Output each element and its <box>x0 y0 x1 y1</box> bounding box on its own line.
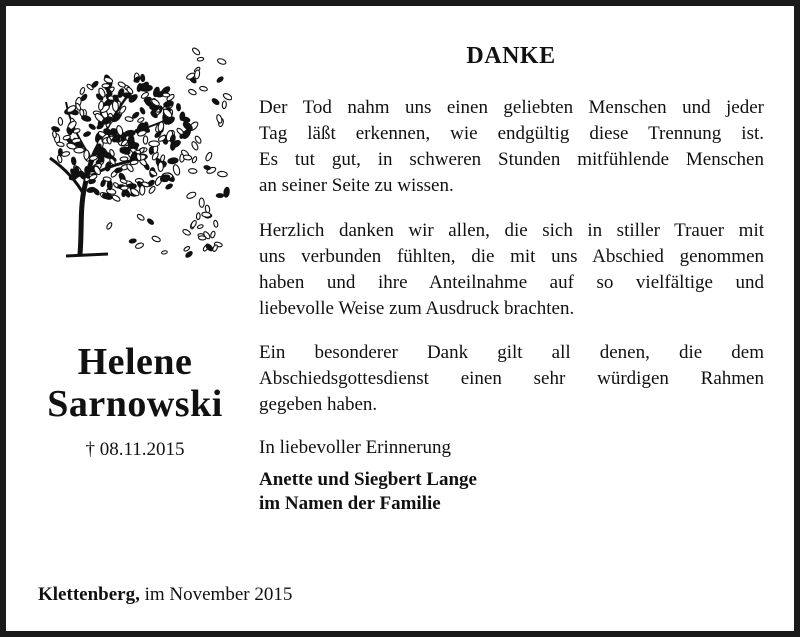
paragraph-line: Abschiedsgottesdienst einen sehr würdigen Rahmen <box>259 368 764 389</box>
paragraph-2 <box>259 218 764 322</box>
paragraph-1 <box>259 95 764 199</box>
closing-phrase: In liebevoller Erinnerung <box>259 437 452 458</box>
death-date: † 08.11.2015 <box>85 439 185 460</box>
paragraph-line: an seiner Seite zu wissen. <box>259 175 454 196</box>
place-and-date <box>38 583 292 607</box>
notice-heading: DANKE <box>466 43 556 69</box>
signatory-family: im Namen der Familie <box>259 493 441 514</box>
paragraph-line: Herzlich danken wir allen, die sich in stiller Trauer mit <box>259 220 764 241</box>
paragraph-line: Der Tod nahm uns einen geliebten Menschen und jeder <box>259 97 764 118</box>
paragraph-line: Ein besonderer Dank gilt all denen, die dem <box>259 342 764 363</box>
signatories <box>259 468 477 516</box>
paragraph-line: haben und ihre Anteilnahme auf so vielfältige und <box>259 272 764 293</box>
deceased-first-name: Helene <box>77 341 193 383</box>
deceased-last-name: Sarnowski <box>47 383 223 425</box>
date: im November 2015 <box>144 584 293 605</box>
paragraph-line: liebevolle Weise zum Ausdruck brachten. <box>259 298 575 319</box>
paragraph-3 <box>259 340 764 418</box>
place: Klettenberg, <box>38 584 140 605</box>
paragraph-line: Tag läßt erkennen, wie endgültig diese Trennung ist. <box>259 123 764 144</box>
paragraph-line: gegeben haben. <box>259 394 378 415</box>
tree-icon <box>36 40 232 262</box>
paragraph-line: uns verbunden fühlten, die mit uns Abschied genommen <box>259 246 764 267</box>
paragraph-line: Es tut gut, in schweren Stunden mitfühlende Menschen <box>259 149 764 170</box>
signatory-names: Anette und Siegbert Lange <box>259 469 477 490</box>
